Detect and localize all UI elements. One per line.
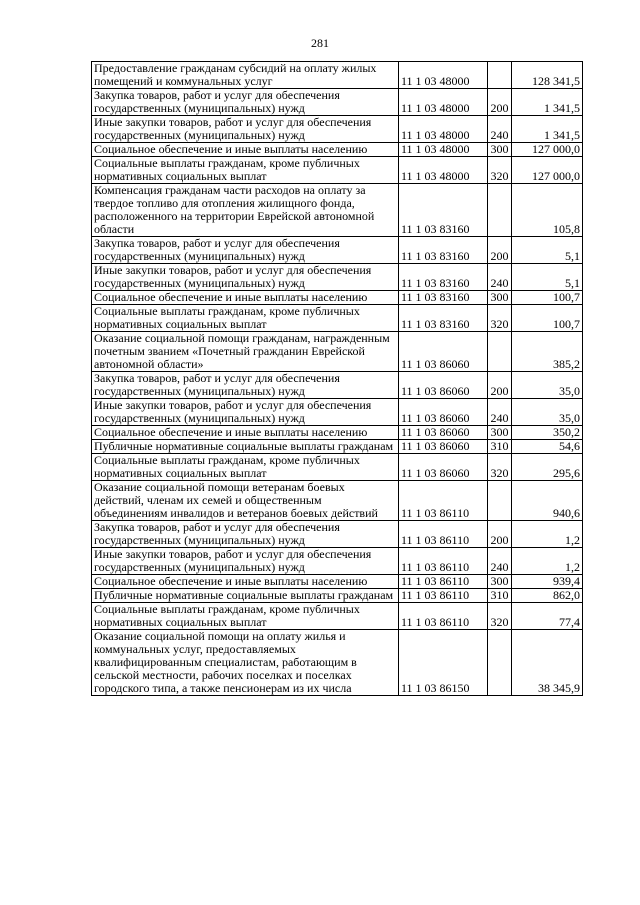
table-row	[92, 264, 583, 291]
row-name: Публичные нормативные социальные выплаты гражданам	[92, 440, 399, 454]
budget-table	[91, 61, 583, 696]
row-expense-type: 200	[488, 521, 512, 548]
budget-table-body	[92, 62, 583, 696]
table-row	[92, 157, 583, 184]
row-name: Социальные выплаты гражданам, кроме публичных нормативных социальных выплат	[92, 603, 399, 630]
row-name: Иные закупки товаров, работ и услуг для обеспечения государственных (муниципальных) нужд	[92, 548, 399, 575]
table-row	[92, 305, 583, 332]
row-amount: 100,7	[512, 305, 583, 332]
row-amount: 1,2	[512, 521, 583, 548]
row-expense-type: 200	[488, 237, 512, 264]
table-row	[92, 399, 583, 426]
row-name: Оказание социальной помощи ветеранам боевых действий, членам их семей и общественным объединениям инвалидов и ветеранов боевых действий	[92, 481, 399, 521]
row-amount: 5,1	[512, 237, 583, 264]
row-code: 11 1 03 86060	[399, 426, 488, 440]
table-row	[92, 603, 583, 630]
table-row	[92, 332, 583, 372]
row-amount: 77,4	[512, 603, 583, 630]
row-name: Закупка товаров, работ и услуг для обеспечения государственных (муниципальных) нужд	[92, 521, 399, 548]
row-code: 11 1 03 86110	[399, 575, 488, 589]
row-amount: 1 341,5	[512, 89, 583, 116]
row-amount: 127 000,0	[512, 143, 583, 157]
row-expense-type: 200	[488, 372, 512, 399]
row-name: Социальное обеспечение и иные выплаты населению	[92, 426, 399, 440]
row-name: Оказание социальной помощи гражданам, награжденным почетным званием «Почетный гражданин Еврейской автономной области»	[92, 332, 399, 372]
row-name: Иные закупки товаров, работ и услуг для обеспечения государственных (муниципальных) нужд	[92, 264, 399, 291]
page-number: 281	[311, 36, 329, 50]
row-code: 11 1 03 48000	[399, 116, 488, 143]
row-amount: 38 345,9	[512, 630, 583, 696]
row-expense-type	[488, 184, 512, 237]
table-row	[92, 62, 583, 89]
row-name: Предоставление гражданам субсидий на оплату жилых помещений и коммунальных услуг	[92, 62, 399, 89]
row-expense-type: 300	[488, 143, 512, 157]
table-row	[92, 184, 583, 237]
table-row	[92, 440, 583, 454]
row-expense-type: 310	[488, 440, 512, 454]
row-expense-type	[488, 630, 512, 696]
row-code: 11 1 03 48000	[399, 157, 488, 184]
row-name: Оказание социальной помощи на оплату жилья и коммунальных услуг, предоставляемых квалифицированным специалистам, работающим в сельской местности, рабочих поселках и поселках городского типа, а также пенсионерам из их числа	[92, 630, 399, 696]
row-amount: 35,0	[512, 399, 583, 426]
row-code: 11 1 03 83160	[399, 305, 488, 332]
row-amount: 5,1	[512, 264, 583, 291]
row-code: 11 1 03 48000	[399, 89, 488, 116]
table-row	[92, 454, 583, 481]
table-row	[92, 548, 583, 575]
table-row	[92, 521, 583, 548]
row-amount: 100,7	[512, 291, 583, 305]
row-expense-type: 320	[488, 305, 512, 332]
row-name: Иные закупки товаров, работ и услуг для обеспечения государственных (муниципальных) нужд	[92, 399, 399, 426]
row-code: 11 1 03 86110	[399, 548, 488, 575]
row-name: Компенсация гражданам части расходов на оплату за твердое топливо для отопления жилищного фонда, расположенного на территории Еврейской автономной области	[92, 184, 399, 237]
row-name: Закупка товаров, работ и услуг для обеспечения государственных (муниципальных) нужд	[92, 237, 399, 264]
row-expense-type: 320	[488, 454, 512, 481]
row-expense-type	[488, 62, 512, 89]
row-amount: 295,6	[512, 454, 583, 481]
table-row	[92, 89, 583, 116]
row-code: 11 1 03 48000	[399, 62, 488, 89]
row-name: Социальное обеспечение и иные выплаты населению	[92, 291, 399, 305]
table-row	[92, 481, 583, 521]
row-amount: 35,0	[512, 372, 583, 399]
row-code: 11 1 03 86060	[399, 454, 488, 481]
row-expense-type: 310	[488, 589, 512, 603]
row-expense-type: 200	[488, 89, 512, 116]
row-name: Социальное обеспечение и иные выплаты населению	[92, 575, 399, 589]
row-name: Социальные выплаты гражданам, кроме публичных нормативных социальных выплат	[92, 454, 399, 481]
row-amount: 1 341,5	[512, 116, 583, 143]
row-expense-type: 320	[488, 157, 512, 184]
row-code: 11 1 03 83160	[399, 237, 488, 264]
row-amount: 940,6	[512, 481, 583, 521]
table-row	[92, 575, 583, 589]
row-expense-type: 300	[488, 575, 512, 589]
row-expense-type: 240	[488, 399, 512, 426]
row-amount: 350,2	[512, 426, 583, 440]
row-amount: 127 000,0	[512, 157, 583, 184]
row-amount: 939,4	[512, 575, 583, 589]
row-expense-type: 300	[488, 291, 512, 305]
row-code: 11 1 03 86110	[399, 481, 488, 521]
row-code: 11 1 03 86110	[399, 589, 488, 603]
row-name: Закупка товаров, работ и услуг для обеспечения государственных (муниципальных) нужд	[92, 89, 399, 116]
row-name: Публичные нормативные социальные выплаты гражданам	[92, 589, 399, 603]
table-row	[92, 291, 583, 305]
row-expense-type: 240	[488, 548, 512, 575]
table-row	[92, 589, 583, 603]
row-amount: 385,2	[512, 332, 583, 372]
row-name: Иные закупки товаров, работ и услуг для обеспечения государственных (муниципальных) нужд	[92, 116, 399, 143]
table-row	[92, 143, 583, 157]
row-expense-type: 320	[488, 603, 512, 630]
row-amount: 105,8	[512, 184, 583, 237]
row-expense-type: 240	[488, 264, 512, 291]
table-row	[92, 116, 583, 143]
row-code: 11 1 03 83160	[399, 291, 488, 305]
row-code: 11 1 03 86110	[399, 521, 488, 548]
table-row	[92, 237, 583, 264]
row-code: 11 1 03 48000	[399, 143, 488, 157]
row-name: Социальное обеспечение и иные выплаты населению	[92, 143, 399, 157]
row-code: 11 1 03 86060	[399, 332, 488, 372]
row-code: 11 1 03 86110	[399, 603, 488, 630]
row-code: 11 1 03 86060	[399, 399, 488, 426]
row-amount: 1,2	[512, 548, 583, 575]
row-amount: 54,6	[512, 440, 583, 454]
table-row	[92, 372, 583, 399]
row-code: 11 1 03 83160	[399, 184, 488, 237]
table-row	[92, 426, 583, 440]
table-row	[92, 630, 583, 696]
row-code: 11 1 03 86060	[399, 440, 488, 454]
row-code: 11 1 03 86150	[399, 630, 488, 696]
row-amount: 128 341,5	[512, 62, 583, 89]
row-amount: 862,0	[512, 589, 583, 603]
row-code: 11 1 03 86060	[399, 372, 488, 399]
row-expense-type	[488, 332, 512, 372]
row-code: 11 1 03 83160	[399, 264, 488, 291]
row-name: Социальные выплаты гражданам, кроме публичных нормативных социальных выплат	[92, 157, 399, 184]
row-expense-type: 300	[488, 426, 512, 440]
row-name: Социальные выплаты гражданам, кроме публичных нормативных социальных выплат	[92, 305, 399, 332]
row-expense-type: 240	[488, 116, 512, 143]
row-expense-type	[488, 481, 512, 521]
row-name: Закупка товаров, работ и услуг для обеспечения государственных (муниципальных) нужд	[92, 372, 399, 399]
